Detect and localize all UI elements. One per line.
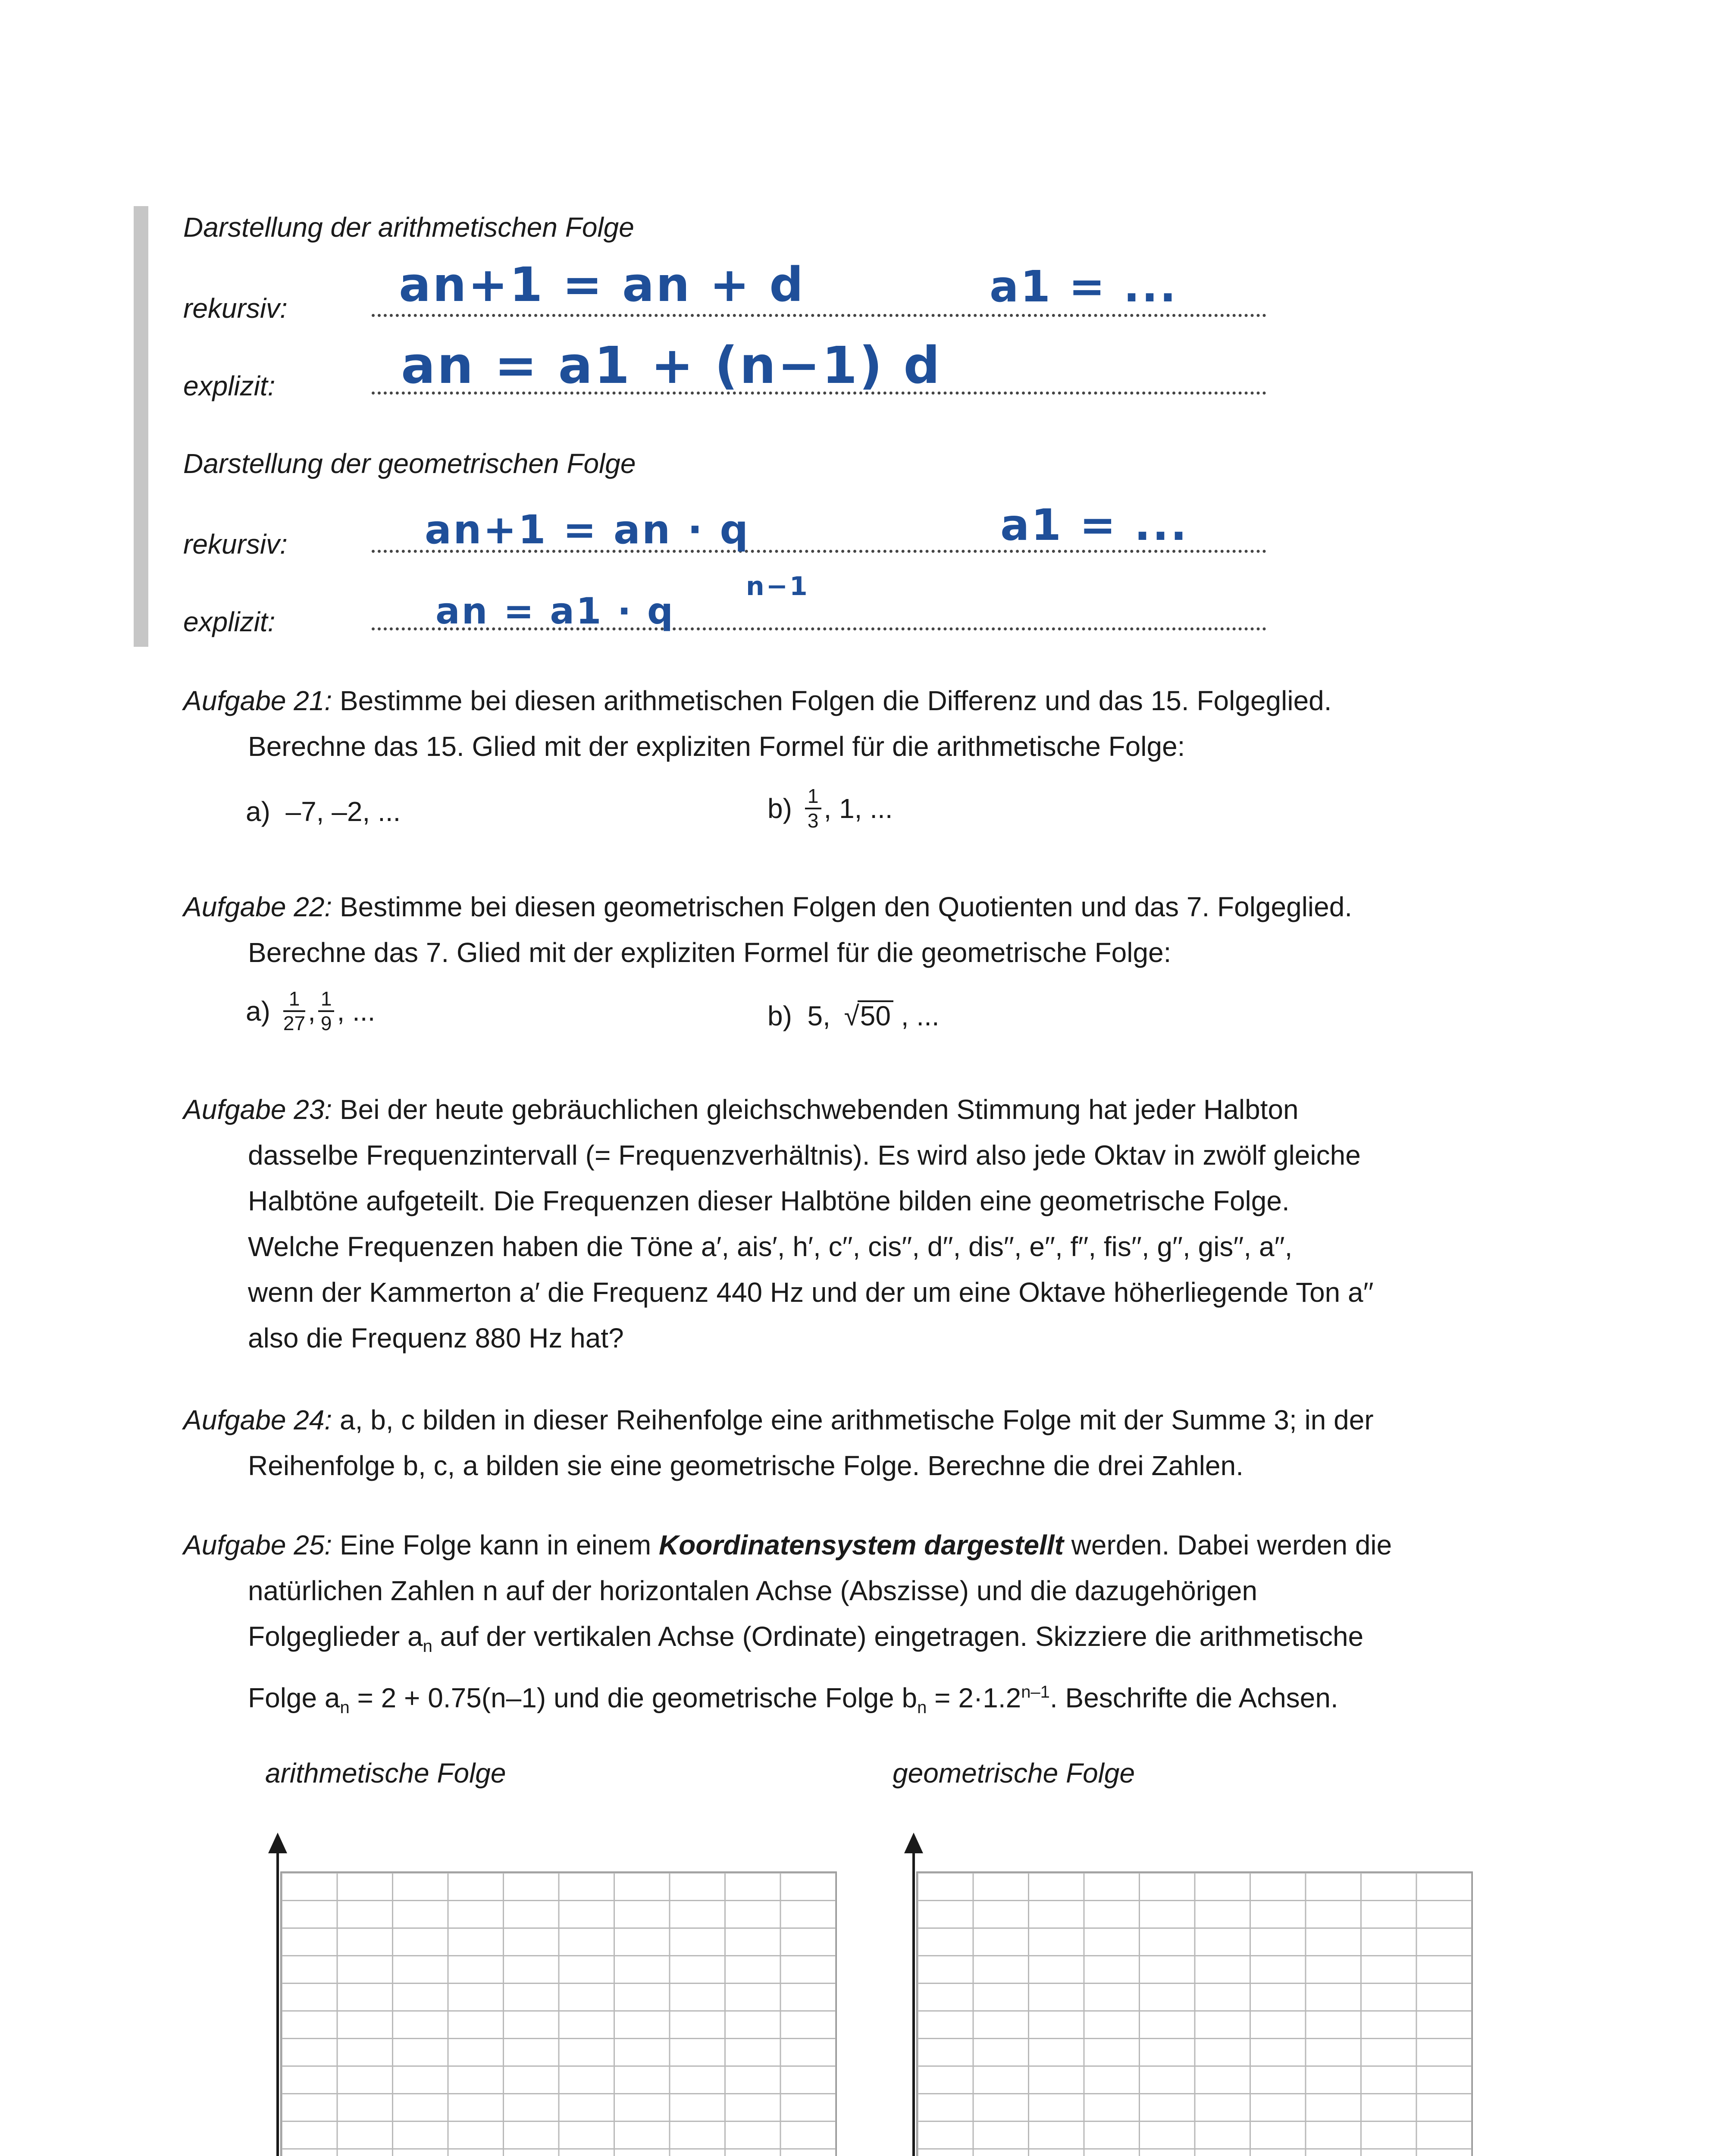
aufgabe-23-line4: Welche Frequenzen haben die Töne a′, ais′, h′, c′′, cis′′, d′′, dis′′, e′′, f′′, fis′′, g′′, gis′′, a′′, [248, 1231, 1293, 1262]
aufgabe-25-line2: natürlichen Zahlen n auf der horizontalen Achse (Abszisse) und die dazugehörigen [248, 1575, 1258, 1606]
aufgabe-24 [183, 1397, 1374, 1489]
aufgabe-22-a-rest: , ... [337, 995, 376, 1027]
aufgabe-22-b [767, 1000, 940, 1030]
aufgabe-22-a-fraction2 [318, 987, 335, 1035]
rekursiv-label-arith: rekursiv: [183, 293, 288, 324]
aufgabe-21-label: Aufgabe 21: [183, 685, 332, 716]
aufgabe-25-line4-c: = 2·1.2 [927, 1682, 1021, 1714]
aufgabe-22-a [246, 987, 375, 1035]
grid-title-arith: arithmetische Folge [265, 1758, 506, 1789]
aufgabe-24-line2: Reihenfolge b, c, a bilden sie eine geometrische Folge. Berechne die drei Zahlen. [248, 1450, 1243, 1481]
aufgabe-21-line1: Bestimme bei diesen arithmetischen Folgen die Differenz und das 15. Folgeglied. [332, 685, 1332, 716]
handwriting-geo-rek: an+1 = an · q [425, 507, 750, 553]
y-axis-arrow-icon [904, 1833, 923, 1853]
subscript: n [917, 1698, 927, 1717]
aufgabe-25-label: Aufgabe 25: [183, 1529, 332, 1561]
handwriting-geo-rek-start: a1 = ... [1000, 500, 1189, 550]
section-title-geo: Darstellung der geometrischen Folge [183, 448, 636, 479]
subscript: n [340, 1698, 350, 1717]
fraction-numerator: 1 [805, 785, 821, 809]
aufgabe-25-line3-pre: Folgeglieder a [248, 1621, 423, 1652]
aufgabe-22-b-rest: , ... [901, 1000, 940, 1031]
handwriting-arith-expl: an = a1 + (n−1) d [401, 335, 942, 395]
aufgabe-21-a-value: –7, –2, ... [285, 796, 401, 827]
rekursiv-label-geo: rekursiv: [183, 529, 288, 560]
superscript: n–1 [1021, 1682, 1050, 1702]
aufgabe-21-b [767, 785, 893, 832]
fraction-numerator: 1 [318, 987, 335, 1012]
handwriting-arith-rek-start: a1 = ... [990, 261, 1178, 312]
aufgabe-21-b-fraction [805, 785, 821, 832]
aufgabe-21 [183, 678, 1332, 769]
aufgabe-25-emphasis: Koordinatensystem dargestellt [658, 1529, 1064, 1561]
margin-bar [134, 206, 148, 647]
y-axis-geo [912, 1850, 915, 2156]
aufgabe-25 [183, 1522, 1392, 1730]
section-title-arith: Darstellung der arithmetischen Folge [183, 212, 634, 243]
aufgabe-24-label: Aufgabe 24: [183, 1404, 332, 1435]
aufgabe-22-b-pre: 5, [807, 1000, 830, 1031]
aufgabe-21-a-label: a) [246, 796, 270, 827]
aufgabe-22-a-fraction1 [283, 987, 305, 1035]
grid-arith [280, 1871, 837, 2156]
aufgabe-22 [183, 884, 1352, 975]
aufgabe-25-line3-post: auf der vertikalen Achse (Ordinate) eingetragen. Skizziere die arithmetische [432, 1621, 1364, 1652]
handwriting-geo-expl: an = a1 · q [435, 590, 675, 632]
fraction-denominator: 9 [320, 1012, 332, 1034]
aufgabe-21-line2: Berechne das 15. Glied mit der expliziten Formel für die arithmetische Folge: [248, 731, 1185, 762]
explizit-label-geo: explizit: [183, 606, 276, 637]
y-axis-arrow-icon [268, 1833, 287, 1853]
handwriting-geo-expl-exponent: n−1 [746, 571, 809, 602]
aufgabe-22-b-root: 50 [858, 1000, 893, 1030]
aufgabe-25-line1-pre: Eine Folge kann in einem [332, 1529, 659, 1561]
aufgabe-23-line5: wenn der Kammerton a′ die Frequenz 440 Hz und der um eine Oktave höherliegende Ton a′′ [248, 1277, 1374, 1308]
aufgabe-22-line2: Berechne das 7. Glied mit der expliziten Formel für die geometrische Folge: [248, 937, 1171, 968]
subscript: n [423, 1636, 432, 1656]
fraction-denominator: 3 [807, 809, 819, 832]
aufgabe-23-line6: also die Frequenz 880 Hz hat? [248, 1322, 624, 1354]
aufgabe-21-b-label: b) [767, 793, 792, 824]
aufgabe-23-label: Aufgabe 23: [183, 1094, 332, 1125]
aufgabe-23 [183, 1087, 1374, 1361]
aufgabe-22-a-label: a) [246, 995, 270, 1027]
grid-title-geo: geometrische Folge [893, 1758, 1135, 1789]
aufgabe-25-line1-post: werden. Dabei werden die [1063, 1529, 1392, 1561]
aufgabe-25-line4-b: = 2 + 0.75(n–1) und die geometrische Folge b [349, 1682, 918, 1714]
y-axis-arith [276, 1850, 279, 2156]
fraction-denominator: 27 [283, 1012, 306, 1034]
aufgabe-22-b-label: b) [767, 1000, 792, 1031]
aufgabe-23-line1: Bei der heute gebräuchlichen gleichschwebenden Stimmung hat jeder Halbton [332, 1094, 1299, 1125]
answer-line-arith-rek [372, 314, 1266, 317]
aufgabe-23-line3: Halbtöne aufgeteilt. Die Frequenzen dieser Halbtöne bilden eine geometrische Folge. [248, 1185, 1290, 1216]
aufgabe-25-line4-a: Folge a [248, 1682, 340, 1714]
aufgabe-21-a [246, 798, 401, 825]
aufgabe-25-line4-d: . Beschrifte die Achsen. [1049, 1682, 1338, 1714]
comma: , [308, 995, 316, 1027]
fraction-numerator: 1 [283, 987, 305, 1012]
aufgabe-22-label: Aufgabe 22: [183, 891, 332, 922]
aufgabe-24-line1: a, b, c bilden in dieser Reihenfolge eine arithmetische Folge mit der Summe 3; in der [332, 1404, 1374, 1435]
aufgabe-23-line2: dasselbe Frequenzintervall (= Frequenzverhältnis). Es wird also jede Oktav in zwölf gleiche [248, 1140, 1361, 1171]
aufgabe-22-line1: Bestimme bei diesen geometrischen Folgen den Quotienten und das 7. Folgeglied. [332, 891, 1353, 922]
aufgabe-21-b-rest: , 1, ... [824, 793, 893, 824]
explizit-label-arith: explizit: [183, 370, 276, 401]
handwriting-arith-rek: an+1 = an + d [399, 257, 805, 312]
grid-geo [916, 1871, 1473, 2156]
sqrt-icon: √ [844, 1000, 859, 1031]
